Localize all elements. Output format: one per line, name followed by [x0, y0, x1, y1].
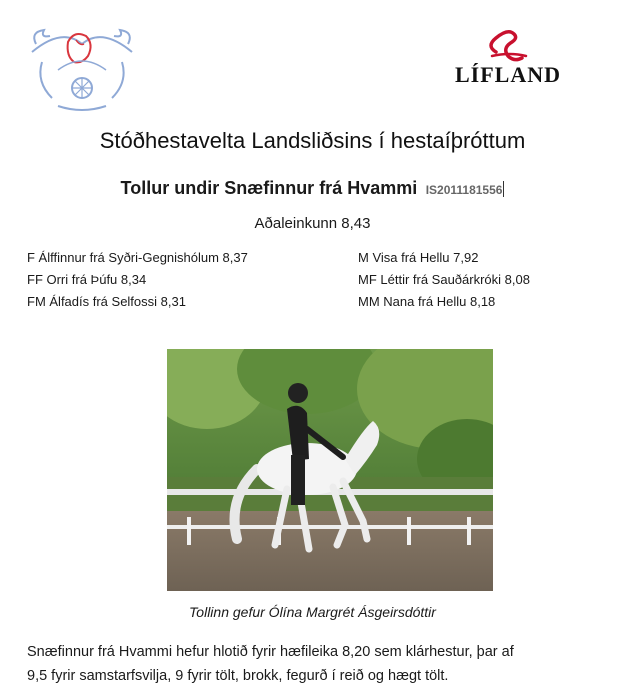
horse-heading — [0, 178, 625, 199]
pedigree-sire-side — [27, 247, 248, 313]
horse-name: Tollur undir Snæfinnur frá Hvammi — [120, 178, 418, 198]
lifland-logo-text: LÍFLAND — [454, 62, 561, 87]
main-score: Aðaleinkunn 8,43 — [254, 215, 371, 232]
rider-on-white-horse-photo — [167, 349, 493, 591]
horse-association-emblem-icon — [22, 22, 142, 114]
description-line: Snæfinnur frá Hvammi hefur hlotið fyrir hæfileika 8,20 sem klárhestur, þar af — [27, 644, 514, 660]
horse-id: IS2011181556 — [425, 183, 503, 197]
pedigree-dam-side — [358, 247, 530, 313]
pedigree-line: FF Orri frá Þúfu 8,34 — [27, 272, 147, 287]
association-logo — [22, 22, 142, 114]
pedigree-line: FM Álfadís frá Selfossi 8,31 — [27, 294, 186, 309]
lifland-logo — [452, 26, 564, 92]
pedigree-line: MM Nana frá Hellu 8,18 — [358, 294, 496, 309]
pedigree-line: MF Léttir frá Sauðárkróki 8,08 — [358, 272, 530, 287]
horse-photo — [167, 349, 493, 591]
photo-caption: Tollinn gefur Ólína Margrét Ásgeirsdóttir — [189, 604, 436, 620]
pedigree-line: F Álffinnur frá Syðri-Gegnishólum 8,37 — [27, 250, 248, 265]
text-cursor — [503, 181, 504, 197]
page-title: Stóðhestavelta Landsliðsins í hestaíþróttum — [99, 128, 526, 153]
pedigree-line: M Visa frá Hellu 7,92 — [358, 250, 479, 265]
lifland-logo-icon — [452, 26, 564, 66]
description-line: 9,5 fyrir samstarfsvilja, 9 fyrir tölt, brokk, fegurð í reið og hægt tölt. — [27, 668, 449, 684]
description-paragraph — [27, 640, 617, 688]
